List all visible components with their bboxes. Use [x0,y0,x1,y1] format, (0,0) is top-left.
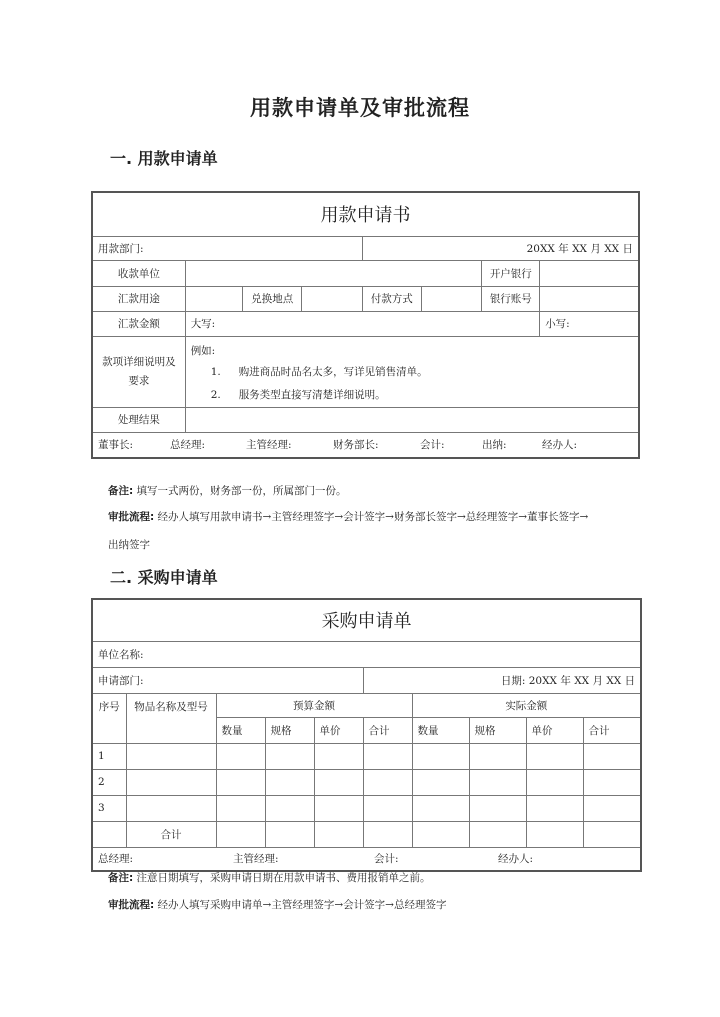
cell[interactable] [363,769,412,795]
signer-label: 财务部长: [333,439,379,452]
payee-label: 收款单位 [92,260,185,286]
signer-label: 主管经理: [246,439,292,452]
cell[interactable] [412,821,469,847]
signer-label: 会计: [420,439,445,452]
sub-col-price: 单价 [526,717,583,743]
signer-label: 会计: [374,853,399,866]
cell[interactable] [526,769,583,795]
sub-col-spec: 规格 [469,717,526,743]
payee-field[interactable] [185,260,482,286]
sub-col-total: 合计 [363,717,412,743]
bank-label: 开户银行 [482,260,540,286]
form-date: 日期: 20XX 年 XX 月 XX 日 [363,667,641,693]
payment-method-field[interactable] [421,286,482,311]
budget-header: 预算金额 [216,693,412,717]
purchase-request-form [91,598,642,872]
cell[interactable] [412,743,469,769]
cell[interactable] [469,743,526,769]
signature-row [92,847,641,871]
col-header-item: 物品名称及型号 [126,693,216,743]
note-1: 备注: 填写一式两份，财务部一份，所属部门一份。 [108,485,347,497]
sub-col-qty: 数量 [412,717,469,743]
cell[interactable] [412,769,469,795]
account-field[interactable] [540,286,639,311]
flow-1-cont: 出纳签字 [108,539,150,551]
cell[interactable] [216,769,265,795]
cell[interactable] [469,821,526,847]
cell[interactable] [469,769,526,795]
account-label: 银行账号 [482,286,540,311]
purpose-label: 汇款用途 [92,286,185,311]
signer-label: 经办人: [498,853,534,866]
signer-label: 总经理: [98,853,134,866]
unit-label: 单位名称: [92,641,641,667]
actual-header: 实际金额 [412,693,641,717]
flow-2: 审批流程: 经办人填写采购申请单→主管经理签字→会计签字→总经理签字 [108,899,447,911]
signer-label: 董事长: [98,439,134,452]
example-item: 1. 购进商品时品名太多，写详见销售清单。 [210,365,428,378]
detail-content [185,336,639,407]
signer-label: 出纳: [482,439,507,452]
cell[interactable] [526,821,583,847]
form-date: 20XX 年 XX 月 XX 日 [362,236,639,260]
cell[interactable] [363,795,412,821]
cell[interactable] [583,769,641,795]
amount-label: 汇款金额 [92,311,185,336]
cell[interactable] [526,795,583,821]
cell[interactable] [265,821,314,847]
payment-method-label: 付款方式 [362,286,421,311]
document-title: 用款申请单及审批流程 [250,96,470,120]
sub-col-price: 单价 [314,717,363,743]
total-row [92,821,641,847]
total-label: 合计 [126,821,216,847]
cell[interactable] [216,743,265,769]
sub-col-total: 合计 [583,717,641,743]
example-label: 例如: [190,344,216,357]
cell[interactable] [363,821,412,847]
example-item: 2. 服务类型直接写清楚详细说明。 [210,388,386,401]
cell[interactable] [314,795,363,821]
exchange-place-label: 兑换地点 [243,286,302,311]
flow-1: 审批流程: 经办人填写用款申请书→主管经理签字→会计签字→财务部长签字→总经理签字→董事长签字→ [108,511,589,523]
cell[interactable] [314,743,363,769]
col-header-no: 序号 [92,693,126,743]
dept-label: 用款部门: [92,236,362,260]
payment-request-form [91,191,640,459]
table-row [92,743,641,769]
cell[interactable] [526,743,583,769]
cell[interactable] [216,795,265,821]
cell[interactable] [126,743,216,769]
purpose-field[interactable] [185,286,243,311]
sub-col-qty: 数量 [216,717,265,743]
table-row [92,795,641,821]
row-no: 3 [92,795,126,821]
signer-label: 经办人: [542,439,578,452]
table-row [92,769,641,795]
cell[interactable] [583,743,641,769]
cell[interactable] [126,769,216,795]
cell[interactable] [314,769,363,795]
cell[interactable] [583,821,641,847]
row-no: 1 [92,743,126,769]
cell[interactable] [469,795,526,821]
detail-label: 款项详细说明及要求 [92,336,185,407]
result-field[interactable] [185,407,639,432]
signature-row [92,432,639,458]
note-2: 备注: 注意日期填写，采购申请日期在用款申请书、费用报销单之前。 [108,872,431,884]
result-label: 处理结果 [92,407,185,432]
cell[interactable] [363,743,412,769]
cell[interactable] [265,795,314,821]
signer-label: 主管经理: [233,853,279,866]
row-no: 2 [92,769,126,795]
cell[interactable] [216,821,265,847]
cell[interactable] [265,743,314,769]
cell[interactable] [265,769,314,795]
cell[interactable] [583,795,641,821]
section-heading-2: 二. 采购申请单 [110,568,218,587]
signer-label: 总经理: [170,439,206,452]
section-heading-1: 一. 用款申请单 [110,149,218,168]
cell[interactable] [126,795,216,821]
sub-col-spec: 规格 [265,717,314,743]
bank-field[interactable] [540,260,639,286]
form-title: 用款申请书 [92,192,639,236]
amount-upper-label: 大写: [185,311,540,336]
cell[interactable] [314,821,363,847]
amount-lower-label: 小写: [540,311,639,336]
cell[interactable] [412,795,469,821]
exchange-place-field[interactable] [302,286,363,311]
form-title: 采购申请单 [92,599,641,641]
dept-label: 申请部门: [92,667,363,693]
